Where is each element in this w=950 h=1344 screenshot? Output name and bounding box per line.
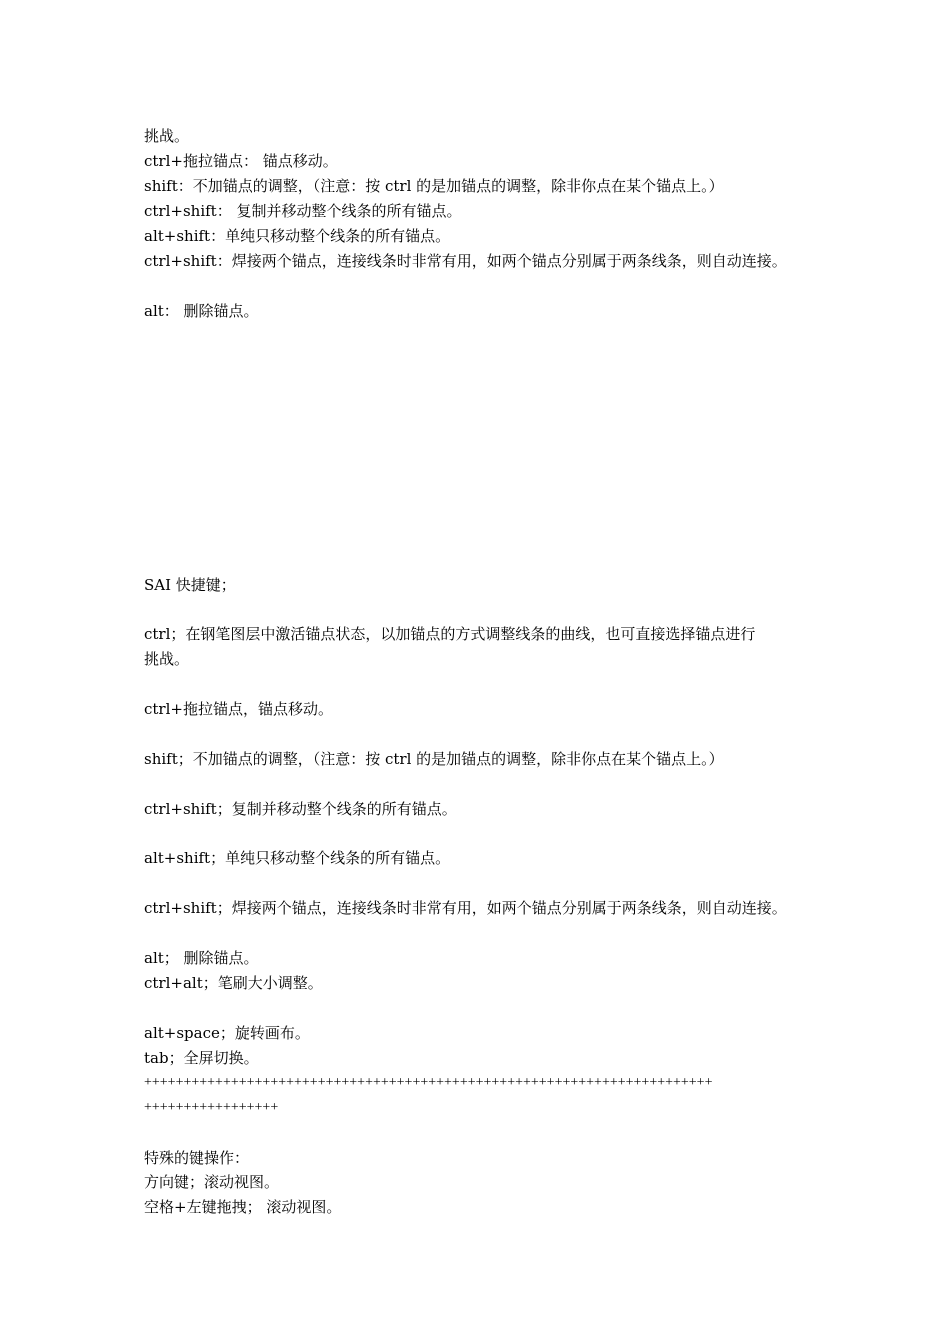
text-line: shift：不加锚点的调整，（注意：按 ctrl 的是加锚点的调整，除非你点在某个锚点上。） [144,177,724,195]
text-line: 挑战。 [144,650,190,668]
section-title: SAI 快捷键； [144,576,236,594]
text-line: 挑战。 [144,127,190,145]
text-line: ctrl+shift；复制并移动整个线条的所有锚点。 [144,800,457,818]
text-line: alt+space；旋转画布。 [144,1024,310,1042]
text-line: ctrl+拖拉锚点，锚点移动。 [144,700,333,718]
text-line: ctrl+shift：焊接两个锚点，连接线条时非常有用，如两个锚点分别属于两条线条，则自动连接。 [144,252,787,270]
text-line: alt： 删除锚点。 [144,302,259,320]
separator-line: +++++++++++++++++ [144,1100,279,1115]
text-line: 空格+左键拖拽； 滚动视图。 [144,1198,342,1216]
text-line: shift；不加锚点的调整，（注意：按 ctrl 的是加锚点的调整，除非你点在某个锚点上。） [144,750,724,768]
text-line: alt+shift：单纯只移动整个线条的所有锚点。 [144,227,451,245]
text-line: ctrl+shift： 复制并移动整个线条的所有锚点。 [144,202,462,220]
text-line: ctrl+shift；焊接两个锚点，连接线条时非常有用，如两个锚点分别属于两条线条，则自动连接。 [144,899,787,917]
text-line: alt+shift；单纯只移动整个线条的所有锚点。 [144,849,451,867]
text-line: 方向键；滚动视图。 [144,1173,280,1191]
separator-line: ++++++++++++++++++++++++++++++++++++++++++++++++++++++++++++++++++++++++ [144,1075,713,1090]
section-title: 特殊的键操作： [144,1149,250,1167]
text-line: tab；全屏切换。 [144,1049,259,1067]
text-line: ctrl；在钢笔图层中激活锚点状态，以加锚点的方式调整线条的曲线，也可直接选择锚点进行 [144,625,756,643]
text-line: ctrl+alt；笔刷大小调整。 [144,974,323,992]
text-line: alt； 删除锚点。 [144,949,259,967]
text-line: ctrl+拖拉锚点： 锚点移动。 [144,152,338,170]
